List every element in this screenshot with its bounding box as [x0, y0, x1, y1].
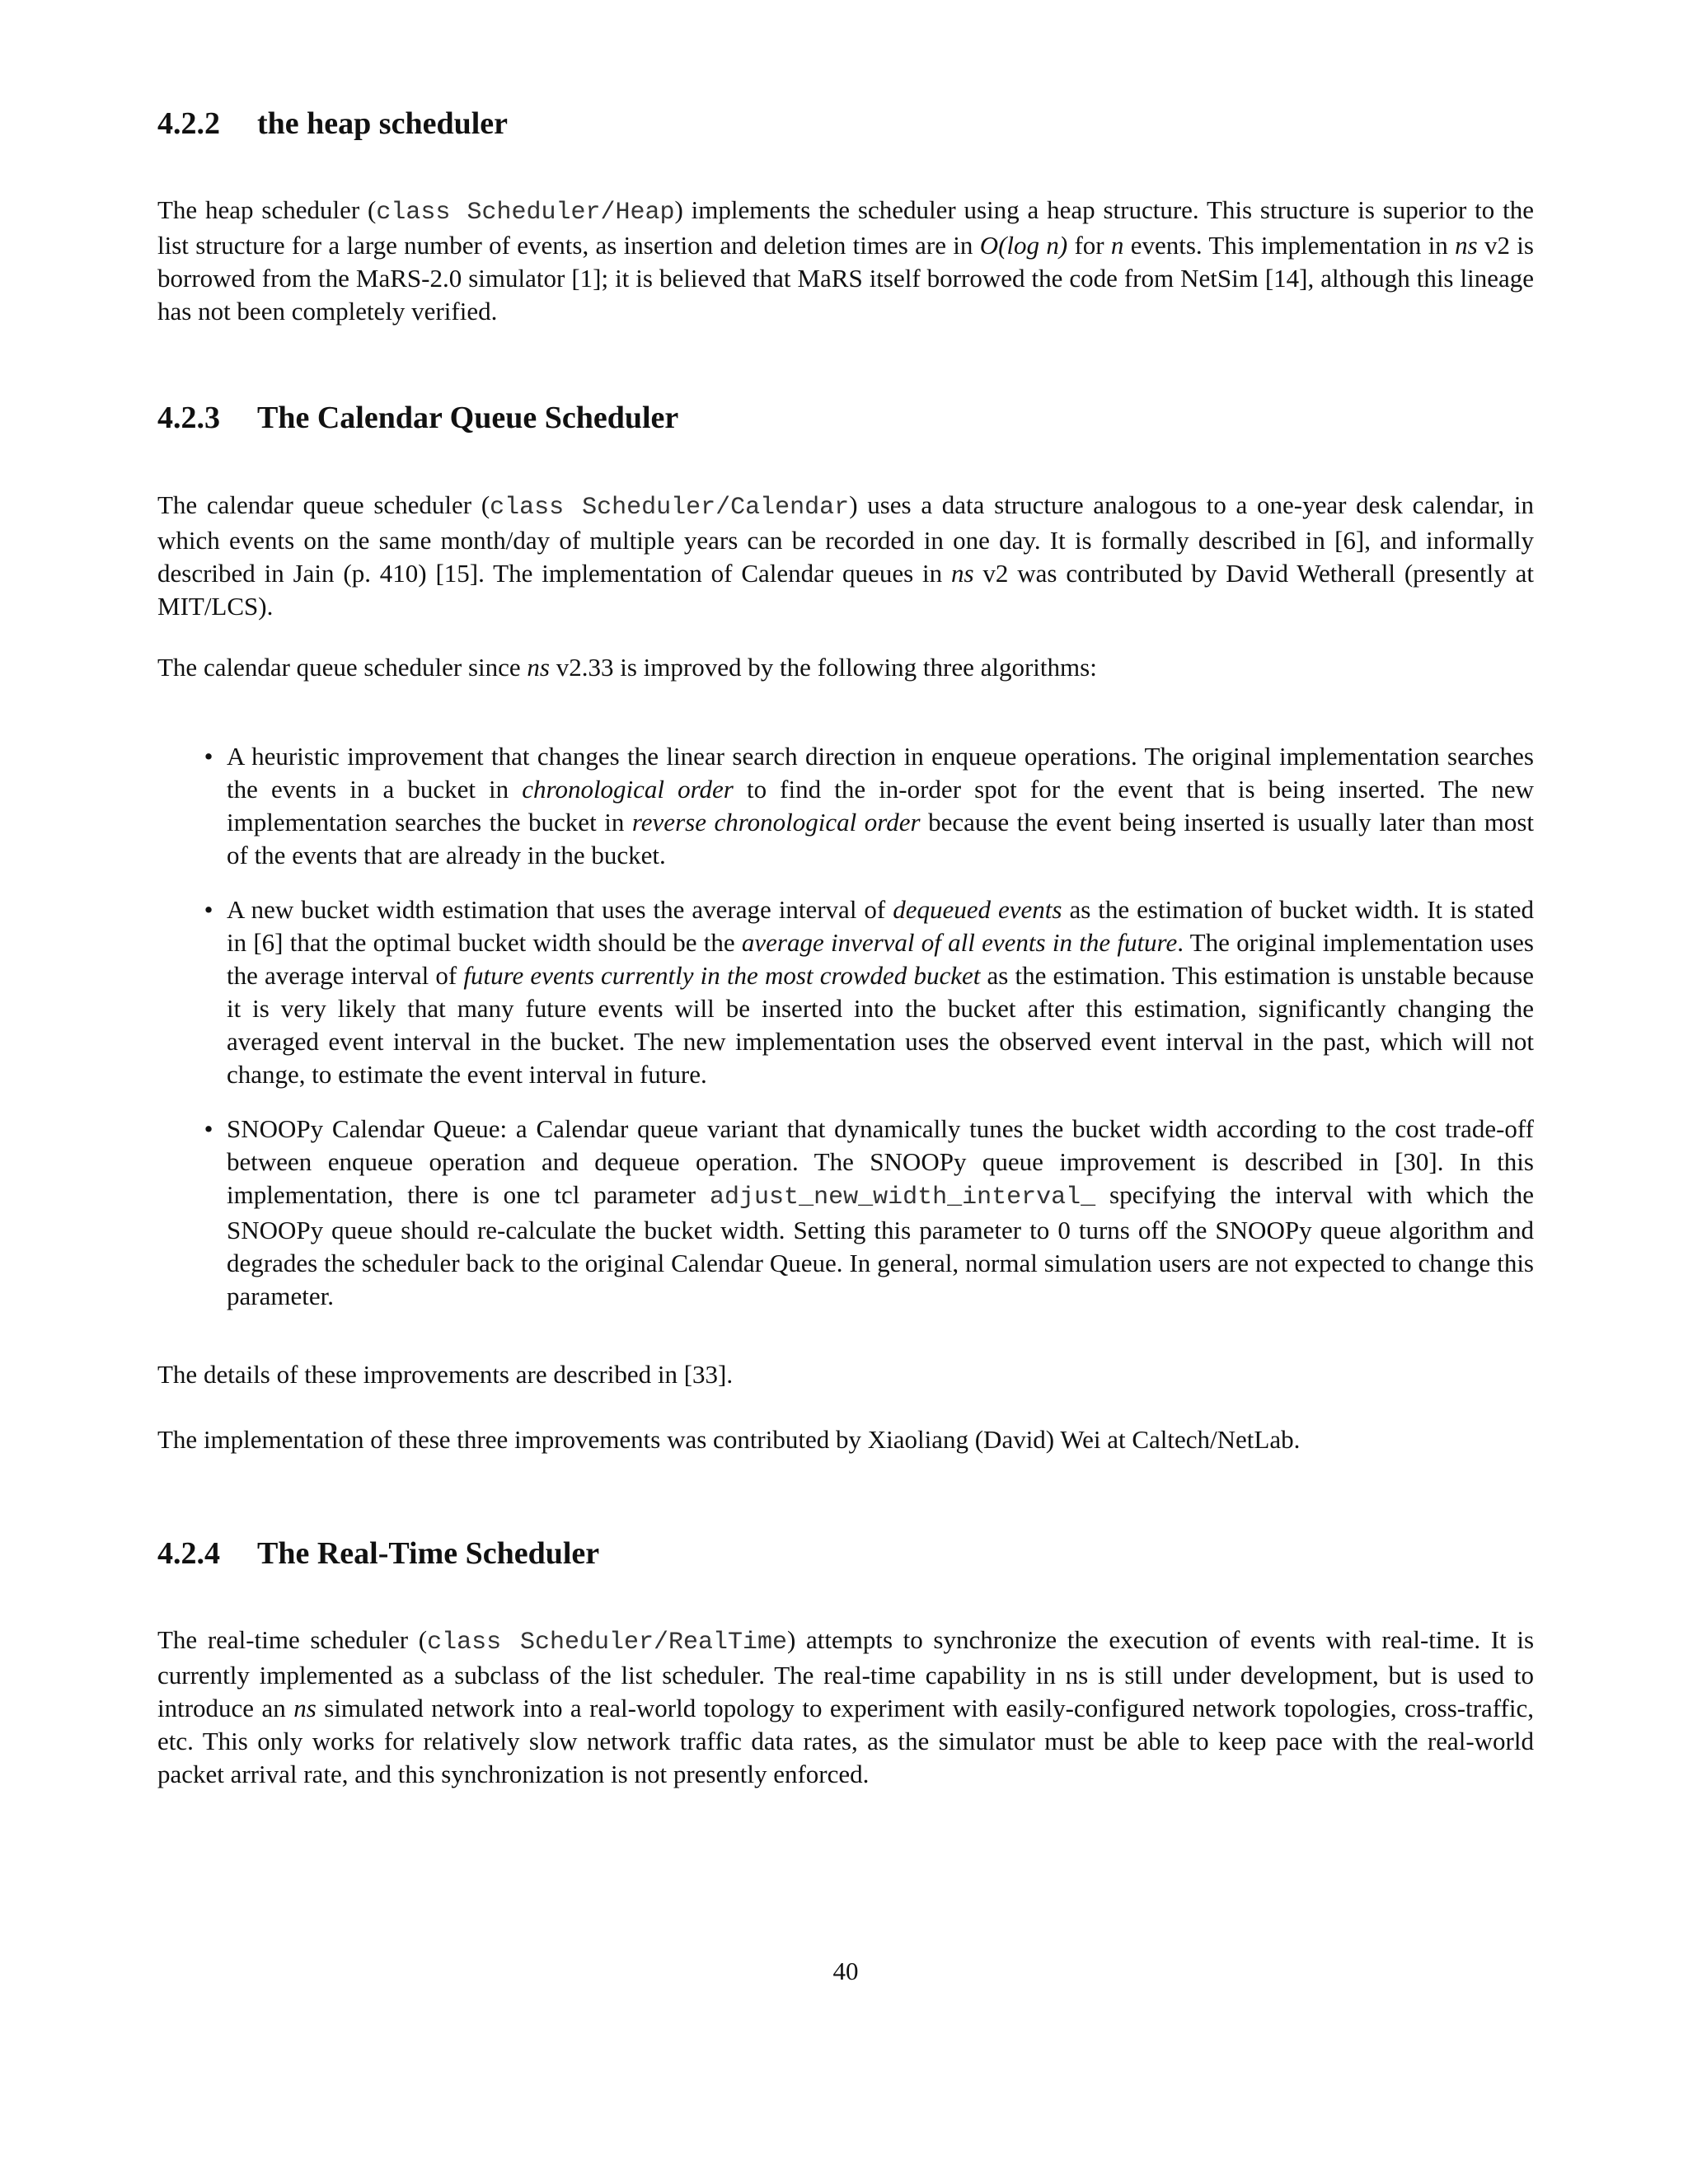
- code-class-name: class Scheduler/RealTime: [427, 1629, 788, 1657]
- italic-term: average inverval of all events in the future: [741, 928, 1178, 957]
- text-run: v2 was contributed by David Wetherall (presently at MIT/LCS).: [157, 559, 1534, 621]
- text-run: The calendar queue scheduler since: [157, 653, 528, 682]
- text-run: simulated network into a real-world topology to experiment with easily-configured network topologies, cross-traffic, etc. This only works for relatively slow network traffic data rates, as the simulator must be able to keep pace with the real-world packet arrival rate, and this synchronization is not presently enforced.: [157, 1694, 1534, 1788]
- text-run: because the event being inserted is usually later than most of the events that are already in the bucket.: [227, 808, 1535, 869]
- text-run: SNOOPy Calendar Queue: a Calendar queue variant that dynamically tunes the bucket width according to the cost trade-off between enqueue operation and dequeue operation. The SNOOPy queue improvement is described in [30]. In this implementation, there is one tcl parameter: [227, 1114, 1534, 1209]
- text-run: as the estimation of bucket width. It is stated in [6] that the optimal bucket width should be the: [227, 895, 1534, 957]
- section-heading-calendar: [157, 399, 678, 437]
- calendar-paragraph-4: The implementation of these three improvements was contributed by Xiaoliang (David) Wei at Caltech/NetLab.: [157, 1425, 1301, 1454]
- ns-italic: ns: [527, 653, 550, 682]
- section-number: 4.2.4: [157, 1536, 220, 1571]
- text-run: v2 is borrowed from the MaRS-2.0 simulator [1]; it is believed that MaRS itself borrowed the code from NetSim [14], although this lineage has not been completely verified.: [157, 231, 1534, 326]
- ns-italic: ns: [1455, 231, 1478, 260]
- text-run: as the estimation. This estimation is unstable because it is very likely that many future events will be inserted into the bucket after this estimation, significantly changing the averaged event interval in the bucket. The new implementation uses the observed event interval in the past, which will not change, to estimate the event interval in future.: [227, 961, 1534, 1089]
- ns-italic: ns: [293, 1694, 316, 1722]
- bullet-icon: •: [204, 895, 213, 924]
- text-run: The heap scheduler (: [157, 195, 377, 224]
- section-number: 4.2.2: [157, 106, 220, 141]
- calendar-paragraph-2: [157, 651, 1534, 684]
- text-run: ) uses a data structure analogous to a one-year desk calendar, in which events on the same month/day of multiple years can be recorded in one day. It is formally described in [6], and informally described in Jain (p. 410) [15]. The implementation of Calendar queues in: [157, 490, 1534, 588]
- math-variable: n: [1110, 231, 1124, 260]
- calendar-paragraph-3: The details of these improvements are described in [33].: [157, 1360, 734, 1389]
- text-run: ) attempts to synchronize the execution of events with real-time. It is currently implemented as a subclass of the list scheduler. The real-time capability in ns is still under development, but is used to introduce an: [157, 1625, 1535, 1722]
- text-run: v2.33 is improved by the following three algorithms:: [550, 653, 1097, 682]
- text-run: . The original implementation uses the average interval of: [227, 928, 1534, 990]
- section-heading-heap: [157, 105, 508, 143]
- text-run: for: [1067, 231, 1111, 260]
- ns-italic: ns: [950, 559, 974, 588]
- list-item: [204, 893, 1534, 1091]
- math-expression: O(log n): [979, 231, 1068, 260]
- section-heading-realtime: [157, 1535, 599, 1572]
- section-title: The Calendar Queue Scheduler: [257, 401, 679, 435]
- italic-term: chronological order: [522, 775, 734, 804]
- bullet-icon: •: [204, 742, 213, 771]
- text-run: ) implements the scheduler using a heap structure. This structure is superior to the list structure for a large number of events, as insertion and deletion times are in: [157, 195, 1534, 260]
- section-number: 4.2.3: [157, 401, 220, 435]
- code-parameter-name: adjust_new_width_interval_: [710, 1183, 1096, 1212]
- list-item: [204, 1113, 1534, 1313]
- text-run: A new bucket width estimation that uses the average interval of: [227, 895, 893, 924]
- text-run: specifying the interval with which the SNOOPy queue should re-calculate the bucket width. Setting this parameter to 0 turns off the SNOOPy queue algorithm and degrades the scheduler back to the original Calendar Queue. In general, normal simulation users are not expected to change this parameter.: [227, 1180, 1534, 1310]
- code-class-name: class Scheduler/Calendar: [490, 494, 850, 522]
- heap-paragraph: [157, 194, 1534, 328]
- list-item: [204, 740, 1535, 872]
- italic-term: future events currently in the most crowded bucket: [463, 961, 981, 990]
- section-title: The Real-Time Scheduler: [257, 1536, 600, 1571]
- section-title: the heap scheduler: [257, 106, 508, 141]
- text-run: A heuristic improvement that changes the linear search direction in enqueue operations. The original implementation searches the events in a bucket in: [227, 742, 1534, 804]
- italic-term: dequeued events: [893, 895, 1062, 924]
- text-run: to find the in-order spot for the event that is being inserted. The new implementation searches the bucket in: [227, 775, 1534, 837]
- text-run: The calendar queue scheduler (: [157, 490, 490, 519]
- page-number: 40: [832, 1957, 859, 1985]
- code-class-name: class Scheduler/Heap: [376, 199, 675, 227]
- realtime-paragraph: [157, 1624, 1534, 1791]
- calendar-paragraph-1: [157, 489, 1534, 623]
- text-run: The real-time scheduler (: [157, 1625, 428, 1654]
- text-run: events. This implementation in: [1123, 231, 1456, 260]
- italic-term: reverse chronological order: [631, 808, 921, 837]
- bullet-icon: •: [204, 1114, 213, 1143]
